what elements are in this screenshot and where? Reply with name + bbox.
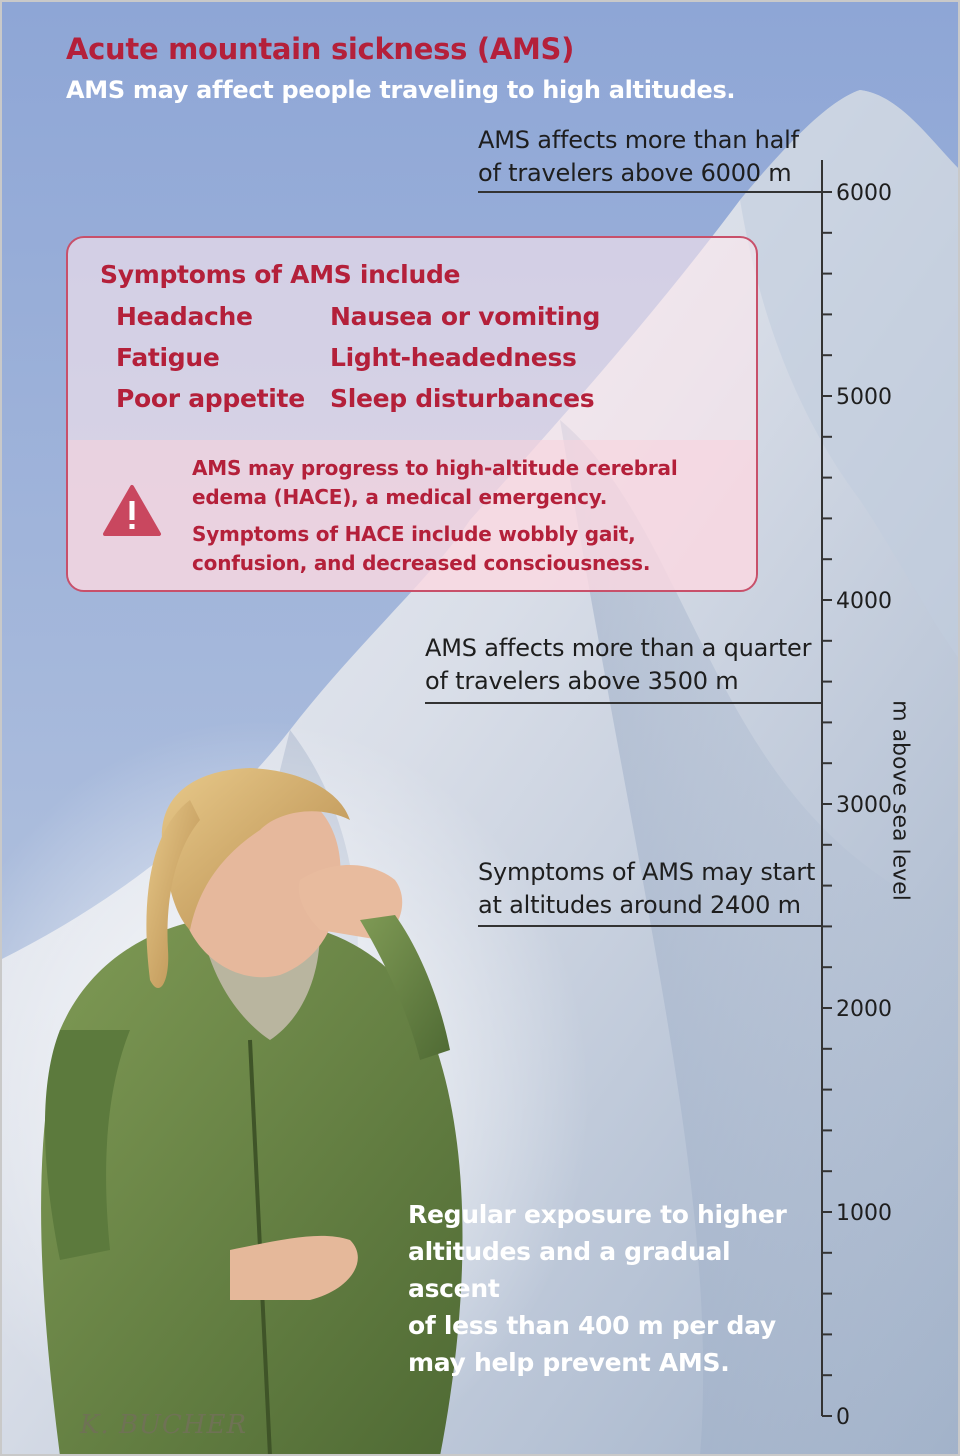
hace-line4: confusion, and decreased consciousness. [192, 551, 651, 575]
axis-tick-label: 2000 [836, 997, 892, 1022]
symptom-fatigue: Fatigue [116, 343, 220, 372]
symptom-nausea: Nausea or vomiting [330, 302, 601, 331]
callout-2400-line1: Symptoms of AMS may start [478, 858, 816, 886]
page-subtitle: AMS may affect people traveling to high altitudes. [66, 76, 736, 104]
callout-6000-line2: of travelers above 6000 m [478, 159, 792, 187]
callout-6000-line1: AMS affects more than half [478, 126, 799, 154]
callout-3500 [425, 632, 811, 698]
symptom-headache: Headache [116, 302, 253, 331]
prevention-note [408, 1196, 808, 1381]
symptoms-heading: Symptoms of AMS include [100, 260, 461, 289]
axis-tick-label: 6000 [836, 181, 892, 206]
axis-label: m above sea level [887, 700, 913, 901]
callout-2400 [478, 856, 815, 922]
prevention-line1: Regular exposure to higher [408, 1200, 787, 1229]
symptom-sleep: Sleep disturbances [330, 384, 595, 413]
axis-tick-label: 4000 [836, 589, 892, 614]
prevention-line4: may help prevent AMS. [408, 1348, 730, 1377]
page-title: Acute mountain sickness (AMS) [66, 32, 575, 66]
axis-tick-label: 1000 [836, 1201, 892, 1226]
axis-tick-label: 3000 [836, 793, 892, 818]
symptom-poor-appetite: Poor appetite [116, 384, 305, 413]
hace-line2: edema (HACE), a medical emergency. [192, 485, 608, 509]
callout-3500-line2: of travelers above 3500 m [425, 667, 739, 695]
symptom-light-headedness: Light-headedness [330, 343, 577, 372]
hace-line1: AMS may progress to high-altitude cerebral [192, 456, 678, 480]
callout-3500-line1: AMS affects more than a quarter [425, 634, 812, 662]
symptoms-box [66, 236, 758, 592]
hace-line3: Symptoms of HACE include wobbly gait, [192, 522, 636, 546]
callout-6000 [478, 124, 799, 190]
callout-2400-line2: at altitudes around 2400 m [478, 891, 801, 919]
prevention-line2: altitudes and a gradual ascent [408, 1237, 731, 1303]
warning-triangle-icon [102, 484, 162, 538]
axis-tick-label: 0 [836, 1405, 850, 1430]
prevention-line3: of less than 400 m per day [408, 1311, 776, 1340]
axis-tick-label: 5000 [836, 385, 892, 410]
artist-signature-text: K. BUCHER [80, 1410, 248, 1440]
